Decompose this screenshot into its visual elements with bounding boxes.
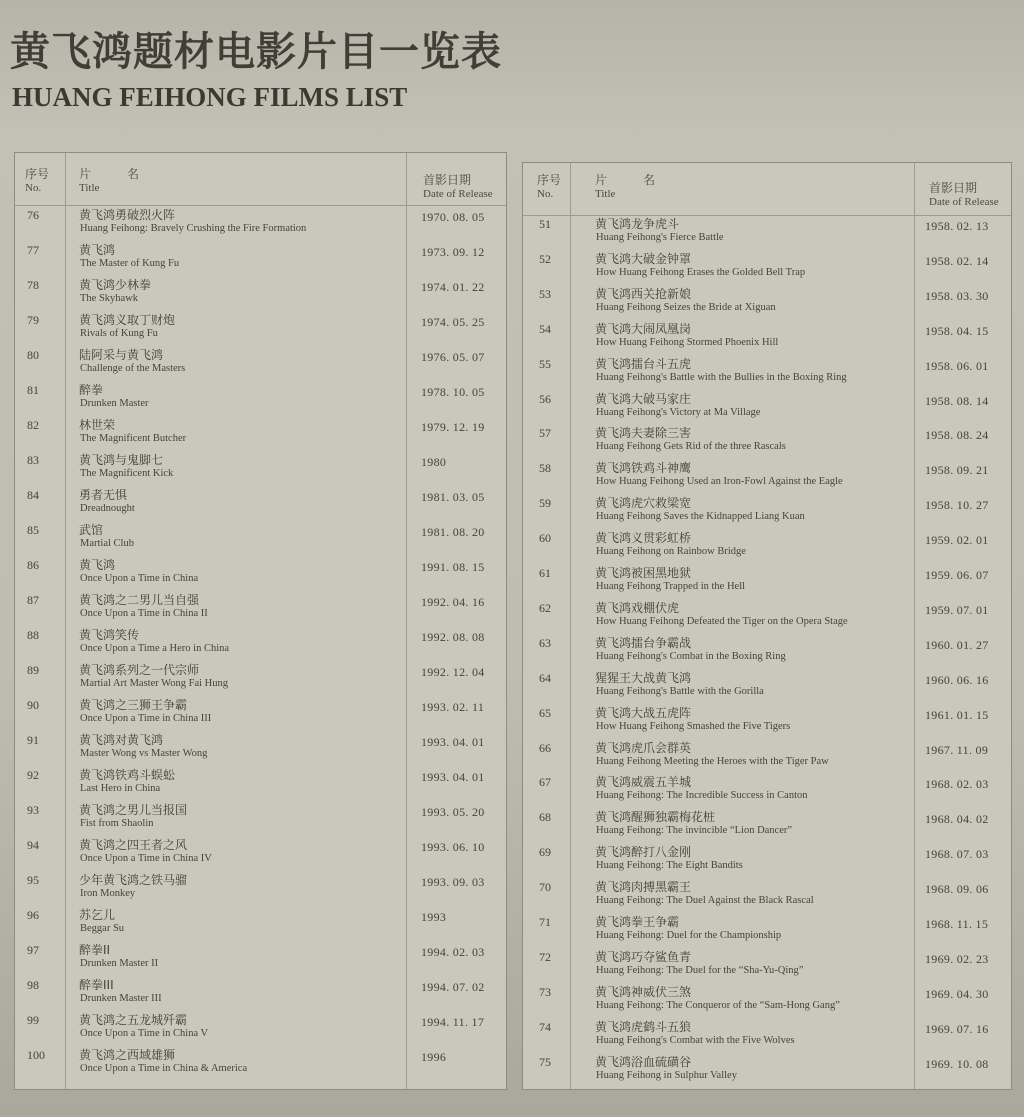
row-release-date: 1967. 11. 09 bbox=[925, 742, 989, 757]
row-title-en: Drunken Master II bbox=[80, 958, 159, 969]
row-title-en: How Huang Feihong Used an Iron-Fowl Against the Eagle bbox=[596, 476, 843, 488]
row-number: 74 bbox=[539, 1019, 551, 1034]
row-title-zh: 黄飞鸿巧夺鲨鱼青 bbox=[595, 949, 692, 964]
table-row bbox=[15, 486, 506, 521]
row-release-date: 1994. 11. 17 bbox=[421, 1015, 485, 1029]
row-title-zh: 黄飞鸿肉搏黑霸王 bbox=[595, 880, 692, 895]
row-title-en: Last Hero in China bbox=[80, 783, 161, 794]
row-release-date: 1958. 08. 14 bbox=[925, 393, 989, 408]
row-title-en: Martial Art Master Wong Fai Hung bbox=[80, 678, 228, 689]
table-row bbox=[523, 669, 1011, 704]
row-release-date: 1968. 07. 03 bbox=[925, 847, 989, 862]
row-number: 57 bbox=[539, 426, 551, 441]
row-title-zh: 黄飞鸿之二男儿当自强 bbox=[79, 593, 200, 607]
table-row bbox=[15, 661, 506, 696]
row-title-en: Huang Feihong's Battle with the Bullies in the Boxing Ring bbox=[596, 371, 847, 383]
row-release-date: 1968. 11. 15 bbox=[925, 917, 989, 931]
row-title-zh: 黄飞鸿笑传 bbox=[79, 628, 140, 642]
row-title-en: Once Upon a Time in China & America bbox=[80, 1063, 248, 1074]
row-title-en: Huang Feihong Meeting the Heroes with the Tiger Paw bbox=[596, 755, 829, 767]
row-number: 64 bbox=[539, 670, 551, 685]
row-release-date: 1959. 07. 01 bbox=[925, 602, 989, 617]
row-title-zh: 黄飞鸿戏棚伏虎 bbox=[595, 600, 680, 615]
table-row bbox=[523, 843, 1011, 878]
table-row bbox=[523, 250, 1011, 285]
row-number: 56 bbox=[539, 391, 551, 406]
row-number: 68 bbox=[539, 810, 551, 825]
table-row bbox=[15, 1046, 506, 1081]
films-table-left bbox=[14, 152, 507, 1090]
row-title-en: Huang Feihong: The Conqueror of the “Sam-Hong Gang” bbox=[596, 999, 840, 1011]
row-title-zh: 黄飞鸿大破马家庄 bbox=[595, 391, 692, 406]
row-title-en: Huang Feihong Trapped in the Hell bbox=[596, 581, 746, 592]
row-title-en: Huang Feihong: The Eight Bandits bbox=[596, 860, 743, 872]
header-no-zh: 序号 bbox=[25, 167, 50, 181]
table-row bbox=[523, 739, 1011, 774]
row-title-zh: 黄飞鸿拳王争霸 bbox=[595, 915, 680, 929]
row-title-en: Huang Feihong's Battle with the Gorilla bbox=[596, 685, 764, 697]
row-title-en: Huang Feihong's Combat in the Boxing Ring bbox=[596, 650, 786, 662]
row-title-en: Dreadnought bbox=[80, 503, 135, 514]
row-release-date: 1979. 12. 19 bbox=[421, 420, 485, 434]
row-title-en: Master Wong vs Master Wong bbox=[80, 748, 208, 759]
row-release-date: 1974. 05. 25 bbox=[421, 315, 485, 329]
row-release-date: 1994. 07. 02 bbox=[421, 980, 485, 994]
table-row bbox=[15, 626, 506, 661]
row-title-zh: 醉拳III bbox=[79, 978, 114, 992]
row-number: 99 bbox=[27, 1013, 39, 1027]
row-number: 85 bbox=[27, 523, 39, 537]
row-title-zh: 黄飞鸿大战五虎阵 bbox=[595, 705, 692, 720]
row-number: 81 bbox=[27, 383, 39, 397]
row-number: 53 bbox=[539, 286, 551, 301]
row-title-zh: 黄飞鸿义贯彩虹桥 bbox=[595, 531, 692, 546]
row-number: 78 bbox=[27, 278, 39, 292]
row-number: 70 bbox=[539, 880, 551, 895]
row-title-en: Huang Feihong on Rainbow Bridge bbox=[596, 546, 746, 558]
row-release-date: 1958. 04. 15 bbox=[925, 323, 989, 338]
table-row bbox=[15, 766, 506, 801]
row-release-date: 1969. 04. 30 bbox=[925, 986, 989, 1001]
table-row bbox=[15, 451, 506, 486]
row-number: 87 bbox=[27, 593, 39, 607]
table-header bbox=[15, 153, 506, 206]
row-title-zh: 猩猩王大战黄飞鸿 bbox=[595, 670, 692, 685]
row-title-zh: 苏乞儿 bbox=[79, 908, 116, 922]
page-title-english: HUANG FEIHONG FILMS LIST bbox=[12, 82, 408, 112]
header-no-en: No. bbox=[537, 188, 554, 200]
row-number: 51 bbox=[539, 217, 551, 231]
header-no-en: No. bbox=[25, 182, 42, 194]
row-title-zh: 黄飞鸿之四王者之风 bbox=[79, 838, 188, 852]
table-row bbox=[523, 564, 1011, 599]
row-title-zh: 黄飞鸿龙争虎斗 bbox=[595, 217, 680, 231]
row-release-date: 1958. 03. 30 bbox=[925, 288, 989, 303]
row-number: 59 bbox=[539, 496, 551, 511]
row-title-en: How Huang Feihong Defeated the Tiger on the Opera Stage bbox=[596, 615, 848, 627]
row-title-en: Once Upon a Time in China IV bbox=[80, 853, 212, 864]
table-row bbox=[15, 871, 506, 906]
header-title-zh: 片 名 bbox=[79, 167, 140, 181]
row-release-date: 1992. 08. 08 bbox=[421, 630, 485, 644]
row-number: 91 bbox=[27, 733, 39, 747]
row-title-en: Fist from Shaolin bbox=[80, 818, 154, 829]
table-row bbox=[15, 801, 506, 836]
row-release-date: 1969. 10. 08 bbox=[925, 1056, 989, 1071]
row-number: 60 bbox=[539, 531, 551, 546]
table-row bbox=[15, 346, 506, 381]
row-title-zh: 少年黄飞鸿之铁马骝 bbox=[79, 873, 188, 887]
row-title-zh: 黄飞鸿虎穴救梁宽 bbox=[595, 496, 692, 511]
table-row bbox=[523, 459, 1011, 494]
row-number: 77 bbox=[27, 243, 39, 257]
row-title-zh: 黄飞鸿铁鸡斗神鹰 bbox=[595, 461, 692, 476]
row-release-date: 1968. 09. 06 bbox=[925, 882, 989, 897]
row-number: 67 bbox=[539, 775, 551, 790]
row-number: 63 bbox=[539, 635, 551, 650]
row-title-en: Once Upon a Time a Hero in China bbox=[80, 643, 230, 654]
table-row bbox=[15, 976, 506, 1011]
table-row bbox=[15, 906, 506, 941]
row-release-date: 1969. 02. 23 bbox=[925, 951, 989, 966]
table-row bbox=[15, 941, 506, 976]
row-title-en: Drunken Master III bbox=[80, 993, 162, 1004]
row-title-zh: 黄飞鸿之男儿当报国 bbox=[79, 803, 188, 817]
row-number: 96 bbox=[27, 908, 39, 922]
table-row bbox=[523, 390, 1011, 425]
header-date-en: Date of Release bbox=[929, 196, 999, 208]
row-release-date: 1993. 06. 10 bbox=[421, 840, 485, 854]
row-release-date: 1991. 08. 15 bbox=[421, 560, 485, 574]
row-release-date: 1978. 10. 05 bbox=[421, 385, 485, 399]
row-title-zh: 黄飞鸿勇破烈火阵 bbox=[79, 208, 176, 222]
row-number: 75 bbox=[539, 1054, 551, 1069]
row-release-date: 1992. 12. 04 bbox=[421, 665, 485, 679]
table-row bbox=[15, 206, 506, 241]
row-release-date: 1958. 02. 14 bbox=[925, 253, 989, 268]
row-number: 82 bbox=[27, 418, 39, 432]
table-row bbox=[523, 494, 1011, 529]
row-title-en: Once Upon a Time in China V bbox=[80, 1028, 209, 1039]
row-release-date: 1970. 08. 05 bbox=[421, 210, 485, 224]
table-header bbox=[523, 163, 1011, 216]
row-release-date: 1960. 06. 16 bbox=[925, 672, 989, 687]
row-title-en: How Huang Feihong Erases the Golded Bell Trap bbox=[596, 266, 806, 278]
row-release-date: 1976. 05. 07 bbox=[421, 350, 485, 364]
row-release-date: 1993. 04. 01 bbox=[421, 770, 485, 784]
row-number: 65 bbox=[539, 705, 551, 720]
row-number: 95 bbox=[27, 873, 39, 887]
header-title-zh: 片 名 bbox=[595, 173, 656, 187]
row-title-en: Huang Feihong: The Duel for the “Sha-Yu-Qing” bbox=[596, 964, 804, 976]
table-row bbox=[15, 416, 506, 451]
row-release-date: 1959. 06. 07 bbox=[925, 568, 989, 582]
row-number: 66 bbox=[539, 740, 551, 755]
table-row bbox=[15, 521, 506, 556]
row-release-date: 1993. 04. 01 bbox=[421, 735, 485, 749]
table-row bbox=[523, 1018, 1011, 1053]
table-row bbox=[523, 913, 1011, 948]
row-title-en: Challenge of the Masters bbox=[80, 363, 186, 374]
row-title-en: The Magnificent Butcher bbox=[80, 433, 187, 444]
row-title-zh: 黄飞鸿虎爪会群英 bbox=[595, 740, 692, 755]
row-title-zh: 黄飞鸿大闹凤凰岗 bbox=[595, 321, 692, 336]
page-title-chinese: 黄飞鸿题材电影片目一览表 bbox=[10, 29, 502, 75]
table-row bbox=[523, 1053, 1011, 1088]
row-title-en: Beggar Su bbox=[80, 923, 125, 934]
row-number: 76 bbox=[27, 208, 39, 222]
row-number: 69 bbox=[539, 845, 551, 860]
row-title-en: Rivals of Kung Fu bbox=[80, 328, 158, 339]
table-row bbox=[15, 696, 506, 731]
row-title-en: Huang Feihong in Sulphur Valley bbox=[596, 1069, 737, 1081]
row-number: 55 bbox=[539, 356, 551, 371]
row-number: 52 bbox=[539, 251, 551, 266]
row-number: 89 bbox=[27, 663, 39, 677]
row-release-date: 1959. 02. 01 bbox=[925, 533, 989, 548]
row-release-date: 1969. 07. 16 bbox=[925, 1021, 989, 1036]
row-title-en: Huang Feihong: Duel for the Championship bbox=[596, 930, 782, 941]
row-number: 71 bbox=[539, 915, 551, 929]
row-title-zh: 黄飞鸿浴血硫磺谷 bbox=[595, 1054, 692, 1069]
row-number: 98 bbox=[27, 978, 39, 992]
row-release-date: 1968. 02. 03 bbox=[925, 777, 989, 792]
table-row bbox=[15, 241, 506, 276]
row-title-zh: 黄飞鸿被困黑地狱 bbox=[595, 566, 692, 580]
row-number: 86 bbox=[27, 558, 39, 572]
row-number: 58 bbox=[539, 461, 551, 476]
row-title-en: Huang Feihong: The Incredible Success in Canton bbox=[596, 790, 808, 802]
row-number: 54 bbox=[539, 321, 551, 336]
row-release-date: 1958. 10. 27 bbox=[925, 498, 989, 513]
table-row bbox=[523, 704, 1011, 739]
row-release-date: 1981. 08. 20 bbox=[421, 525, 485, 539]
row-title-zh: 林世荣 bbox=[79, 418, 116, 432]
row-number: 79 bbox=[27, 313, 39, 327]
row-number: 90 bbox=[27, 698, 39, 712]
row-release-date: 1981. 03. 05 bbox=[421, 490, 485, 504]
table-row bbox=[523, 424, 1011, 459]
row-release-date: 1958. 02. 13 bbox=[925, 219, 989, 233]
row-title-en: The Master of Kung Fu bbox=[80, 258, 180, 269]
table-row bbox=[523, 773, 1011, 808]
films-table-right bbox=[522, 162, 1012, 1090]
table-row bbox=[523, 529, 1011, 564]
row-title-en: Once Upon a Time in China III bbox=[80, 713, 212, 724]
row-release-date: 1958. 08. 24 bbox=[925, 428, 989, 443]
table-row bbox=[523, 634, 1011, 669]
row-title-en: Huang Feihong's Fierce Battle bbox=[596, 232, 724, 243]
row-title-en: The Skyhawk bbox=[80, 293, 139, 304]
row-title-zh: 黄飞鸿虎鹤斗五狼 bbox=[595, 1019, 692, 1034]
row-release-date: 1973. 09. 12 bbox=[421, 245, 485, 259]
row-release-date: 1996 bbox=[421, 1050, 447, 1064]
row-title-zh: 黄飞鸿 bbox=[79, 558, 116, 572]
row-release-date: 1974. 01. 22 bbox=[421, 280, 485, 294]
row-number: 92 bbox=[27, 768, 39, 782]
row-number: 72 bbox=[539, 949, 551, 964]
row-title-en: The Magnificent Kick bbox=[80, 468, 174, 479]
row-title-zh: 黄飞鸿西关抢新娘 bbox=[595, 286, 692, 301]
row-title-en: Huang Feihong: The Duel Against the Black Rascal bbox=[596, 895, 814, 907]
row-release-date: 1958. 06. 01 bbox=[925, 358, 989, 373]
row-number: 93 bbox=[27, 803, 39, 817]
header-date-en: Date of Release bbox=[423, 188, 493, 200]
table-row bbox=[15, 381, 506, 416]
row-title-zh: 黄飞鸿夫妻除三害 bbox=[595, 426, 692, 441]
row-number: 84 bbox=[27, 488, 39, 502]
table-row bbox=[15, 276, 506, 311]
header-title-en: Title bbox=[595, 188, 616, 200]
row-title-zh: 黄飞鸿威震五羊城 bbox=[595, 775, 692, 790]
header-title-en: Title bbox=[79, 182, 100, 194]
header-date-zh: 首影日期 bbox=[423, 173, 472, 187]
row-title-en: Huang Feihong Seizes the Bride at Xiguan bbox=[596, 301, 776, 313]
row-title-zh: 醉拳II bbox=[79, 943, 111, 957]
row-title-en: Huang Feihong's Combat with the Five Wolves bbox=[596, 1034, 795, 1046]
row-title-zh: 黄飞鸿擂台争霸战 bbox=[595, 635, 692, 650]
row-release-date: 1968. 04. 02 bbox=[925, 812, 989, 827]
row-number: 88 bbox=[27, 628, 39, 642]
table-row bbox=[523, 983, 1011, 1018]
row-release-date: 1994. 02. 03 bbox=[421, 945, 485, 959]
row-release-date: 1960. 01. 27 bbox=[925, 637, 989, 652]
table-row bbox=[523, 285, 1011, 320]
table-row bbox=[15, 1011, 506, 1046]
row-number: 62 bbox=[539, 600, 551, 615]
table-row bbox=[523, 808, 1011, 843]
row-number: 61 bbox=[539, 566, 551, 580]
row-title-zh: 黄飞鸿大破金钟罩 bbox=[595, 251, 692, 266]
header-date-zh: 首影日期 bbox=[929, 181, 978, 195]
table-row bbox=[15, 311, 506, 346]
row-release-date: 1993. 02. 11 bbox=[421, 700, 485, 714]
row-number: 97 bbox=[27, 943, 39, 957]
row-title-en: How Huang Feihong Smashed the Five Tigers bbox=[596, 720, 791, 732]
row-title-en: Once Upon a Time in China bbox=[80, 573, 199, 584]
row-title-zh: 黄飞鸿醒狮独霸梅花桩 bbox=[595, 810, 716, 825]
row-release-date: 1993. 05. 20 bbox=[421, 805, 485, 819]
row-title-zh: 黄飞鸿 bbox=[79, 243, 116, 257]
row-title-zh: 黄飞鸿与鬼脚七 bbox=[79, 453, 164, 467]
row-title-en: How Huang Feihong Stormed Phoenix Hill bbox=[596, 336, 779, 348]
row-title-zh: 黄飞鸿义取丁财炮 bbox=[79, 313, 176, 327]
row-title-en: Huang Feihong Saves the Kidnapped Liang Kuan bbox=[596, 511, 805, 523]
row-title-zh: 黄飞鸿之三狮王争霸 bbox=[79, 698, 188, 712]
table-row bbox=[523, 215, 1011, 250]
row-title-en: Martial Club bbox=[80, 538, 134, 549]
row-release-date: 1993. 09. 03 bbox=[421, 875, 485, 889]
row-title-zh: 黄飞鸿擂台斗五虎 bbox=[595, 356, 692, 371]
row-number: 73 bbox=[539, 984, 551, 999]
row-title-zh: 勇者无惧 bbox=[79, 488, 128, 502]
row-title-zh: 黄飞鸿之西域雄狮 bbox=[79, 1048, 176, 1062]
row-title-en: Huang Feihong: The invincible “Lion Dancer” bbox=[596, 825, 793, 837]
table-row bbox=[523, 355, 1011, 390]
row-title-zh: 黄飞鸿之五龙城歼霸 bbox=[79, 1013, 188, 1027]
row-title-zh: 陆阿采与黄飞鸿 bbox=[79, 348, 164, 362]
row-title-zh: 武馆 bbox=[79, 523, 104, 537]
row-number: 100 bbox=[27, 1048, 45, 1062]
row-title-zh: 黄飞鸿醉打八金刚 bbox=[595, 845, 692, 860]
row-title-en: Huang Feihong's Victory at Ma Village bbox=[596, 406, 761, 418]
table-row bbox=[15, 556, 506, 591]
row-title-zh: 黄飞鸿神威伏三煞 bbox=[595, 984, 692, 999]
table-row bbox=[523, 948, 1011, 983]
row-number: 80 bbox=[27, 348, 39, 362]
row-release-date: 1992. 04. 16 bbox=[421, 595, 485, 609]
row-number: 94 bbox=[27, 838, 39, 852]
table-row bbox=[15, 591, 506, 626]
row-release-date: 1980 bbox=[421, 455, 447, 469]
row-title-zh: 黄飞鸿对黄飞鸿 bbox=[79, 733, 164, 747]
table-row bbox=[15, 836, 506, 871]
row-title-en: Huang Feihong: Bravely Crushing the Fire Formation bbox=[80, 223, 307, 234]
row-title-zh: 醉拳 bbox=[79, 383, 104, 397]
row-title-en: Drunken Master bbox=[80, 398, 149, 409]
row-title-zh: 黄飞鸿铁鸡斗蜈蚣 bbox=[79, 768, 176, 782]
row-number: 83 bbox=[27, 453, 39, 467]
table-row bbox=[523, 599, 1011, 634]
table-row bbox=[15, 731, 506, 766]
row-title-en: Once Upon a Time in China II bbox=[80, 608, 208, 619]
row-release-date: 1993 bbox=[421, 910, 447, 924]
table-row bbox=[523, 878, 1011, 913]
header-no-zh: 序号 bbox=[537, 173, 562, 187]
row-release-date: 1961. 01. 15 bbox=[925, 707, 989, 722]
row-title-zh: 黄飞鸿少林拳 bbox=[79, 278, 152, 292]
row-release-date: 1958. 09. 21 bbox=[925, 463, 989, 478]
table-row bbox=[523, 320, 1011, 355]
row-title-zh: 黄飞鸿系列之一代宗师 bbox=[79, 663, 200, 677]
row-title-en: Iron Monkey bbox=[80, 888, 136, 899]
row-title-en: Huang Feihong Gets Rid of the three Rascals bbox=[596, 441, 786, 453]
